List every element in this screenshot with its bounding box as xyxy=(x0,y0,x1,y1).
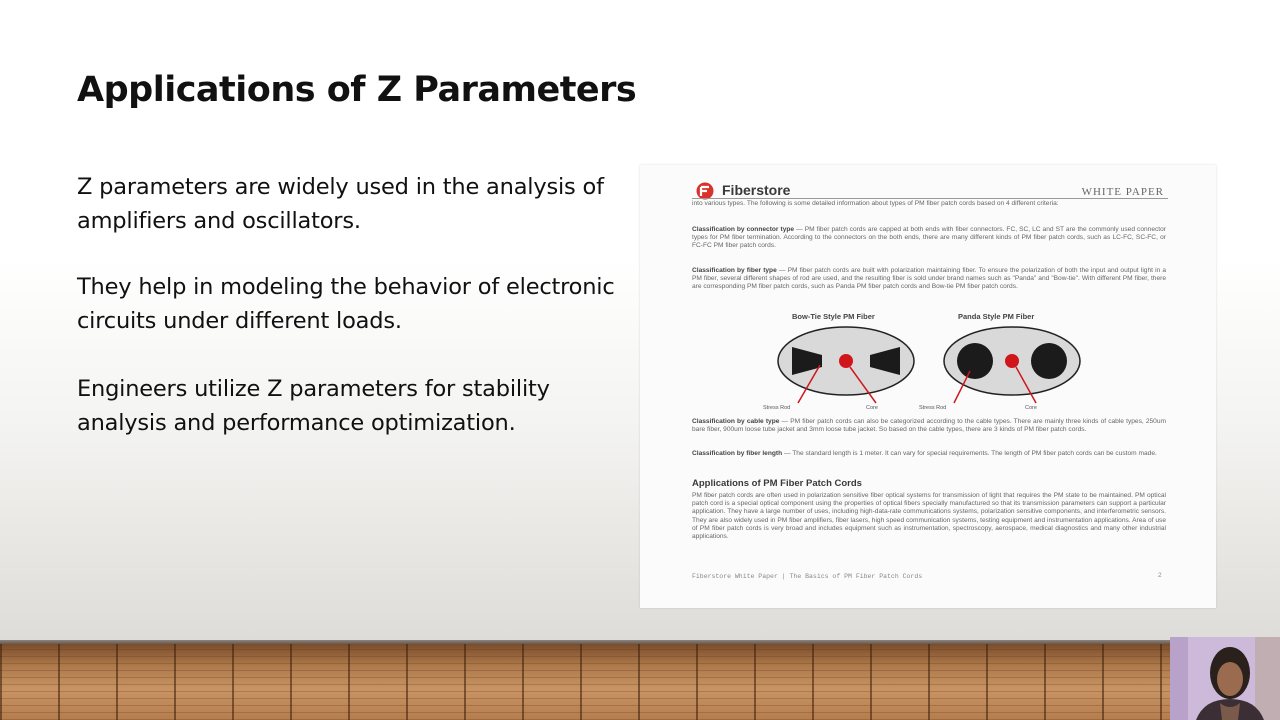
paper-fiber-section xyxy=(692,267,1166,309)
white-paper-label: WHITE PAPER xyxy=(1081,186,1164,198)
wood-floor xyxy=(0,644,1280,720)
cable-text: — PM fiber patch cords can also be categorized according to the cable types. There are mainly three kinds of cable types, 250um bare fiber, 900um loose tube jacket and 3mm loose tube jacket. So based on the cable types, there are 3 kinds of PM fiber patch cords. xyxy=(692,418,1166,434)
bullet-text-3: Engineers utilize Z parameters for stability analysis and performance optimization. xyxy=(77,376,550,436)
paper-cable-section xyxy=(692,418,1166,444)
connector-label: Classification by connector type xyxy=(692,226,795,233)
cable-label: Classification by cable type xyxy=(692,418,780,425)
figure-right-title: Panda Style PM Fiber xyxy=(958,312,1035,321)
length-label: Classification by fiber length xyxy=(692,450,783,457)
header-rule xyxy=(692,198,1168,199)
bullet-text-2: They help in modeling the behavior of electronic circuits under different loads. xyxy=(77,274,615,334)
white-paper-image xyxy=(640,165,1216,608)
connector-text: — PM fiber patch cords are capped at both ends with fiber connectors. FC, SC, LC and ST are the commonly used connector types for PM fiber termination. According to the connectors on the both ends, there are many different kinds of PM fiber patch cords, such as LC-FC, SC-FC, or FC-FC PM fiber patch cords. xyxy=(692,226,1166,250)
brand-name: Fiberstore xyxy=(722,182,791,198)
paper-intro: into various types. The following is some detailed information about types of PM fiber patch cords based on 4 different criteria: xyxy=(692,200,1059,207)
presenter-video xyxy=(1170,637,1280,720)
webcam-overlay xyxy=(1170,637,1280,720)
caption-stress-rod-right: Stress Rod xyxy=(919,405,947,411)
slide-title: Applications of Z Parameters xyxy=(77,70,637,110)
length-text: — The standard length is 1 meter. It can vary for special requirements. The length of PM fiber patch cords can be custom made. xyxy=(782,450,1157,457)
caption-stress-rod-left: Stress Rod xyxy=(763,405,791,411)
paper-apps-text: PM fiber patch cords are often used in polarization sensitive fiber optical systems for transmission of light that requires the PM state to be maintained. PM optical patch cord is a special optical component using the properties of optical fibers specially manufactured so that its transmission parameters can support a particular application. They have a large number of uses, including high-data-rate communications systems, polarization sensitive components, and interferometric sensors. They are also widely used in PM fiber amplifiers, fiber lasers, high speed communication systems, testing equipment and instrumentation applications. Area of use of PM fiber patch cords is very broad and includes equipment such as instrumentation, spectroscopy, aerospace, medical diagnostics and many other industrial applications. xyxy=(692,492,1166,541)
caption-core-right: Core xyxy=(1025,405,1037,411)
paper-page-number: 2 xyxy=(1158,572,1162,579)
caption-core-left: Core xyxy=(866,405,878,411)
paper-connector-section xyxy=(692,226,1166,260)
bullet-text-1: Z parameters are widely used in the analysis of amplifiers and oscillators. xyxy=(77,174,604,234)
paper-apps-heading: Applications of PM Fiber Patch Cords xyxy=(692,478,862,489)
figure-left-title: Bow-Tie Style PM Fiber xyxy=(792,312,875,321)
fiber-text: — PM fiber patch cords are built with polarization maintaining fiber. To ensure the polarization of both the input and output light in a PM fiber, several different shapes of rod are used, and the resulting fiber is sold under brand names such as "Panda" and "Bow-tie". With different PM fiber, there are corresponding PM fiber patch cords, such as Panda PM fiber patch cords and Bow-tie PM fiber patch cords. xyxy=(692,267,1166,291)
paper-length-section xyxy=(692,450,1166,467)
fiber-label: Classification by fiber type xyxy=(692,267,777,274)
fiber-diagram xyxy=(770,323,1090,413)
paper-footer: Fiberstore White Paper | The Basics of PM Fiber Patch Cords xyxy=(692,573,923,580)
